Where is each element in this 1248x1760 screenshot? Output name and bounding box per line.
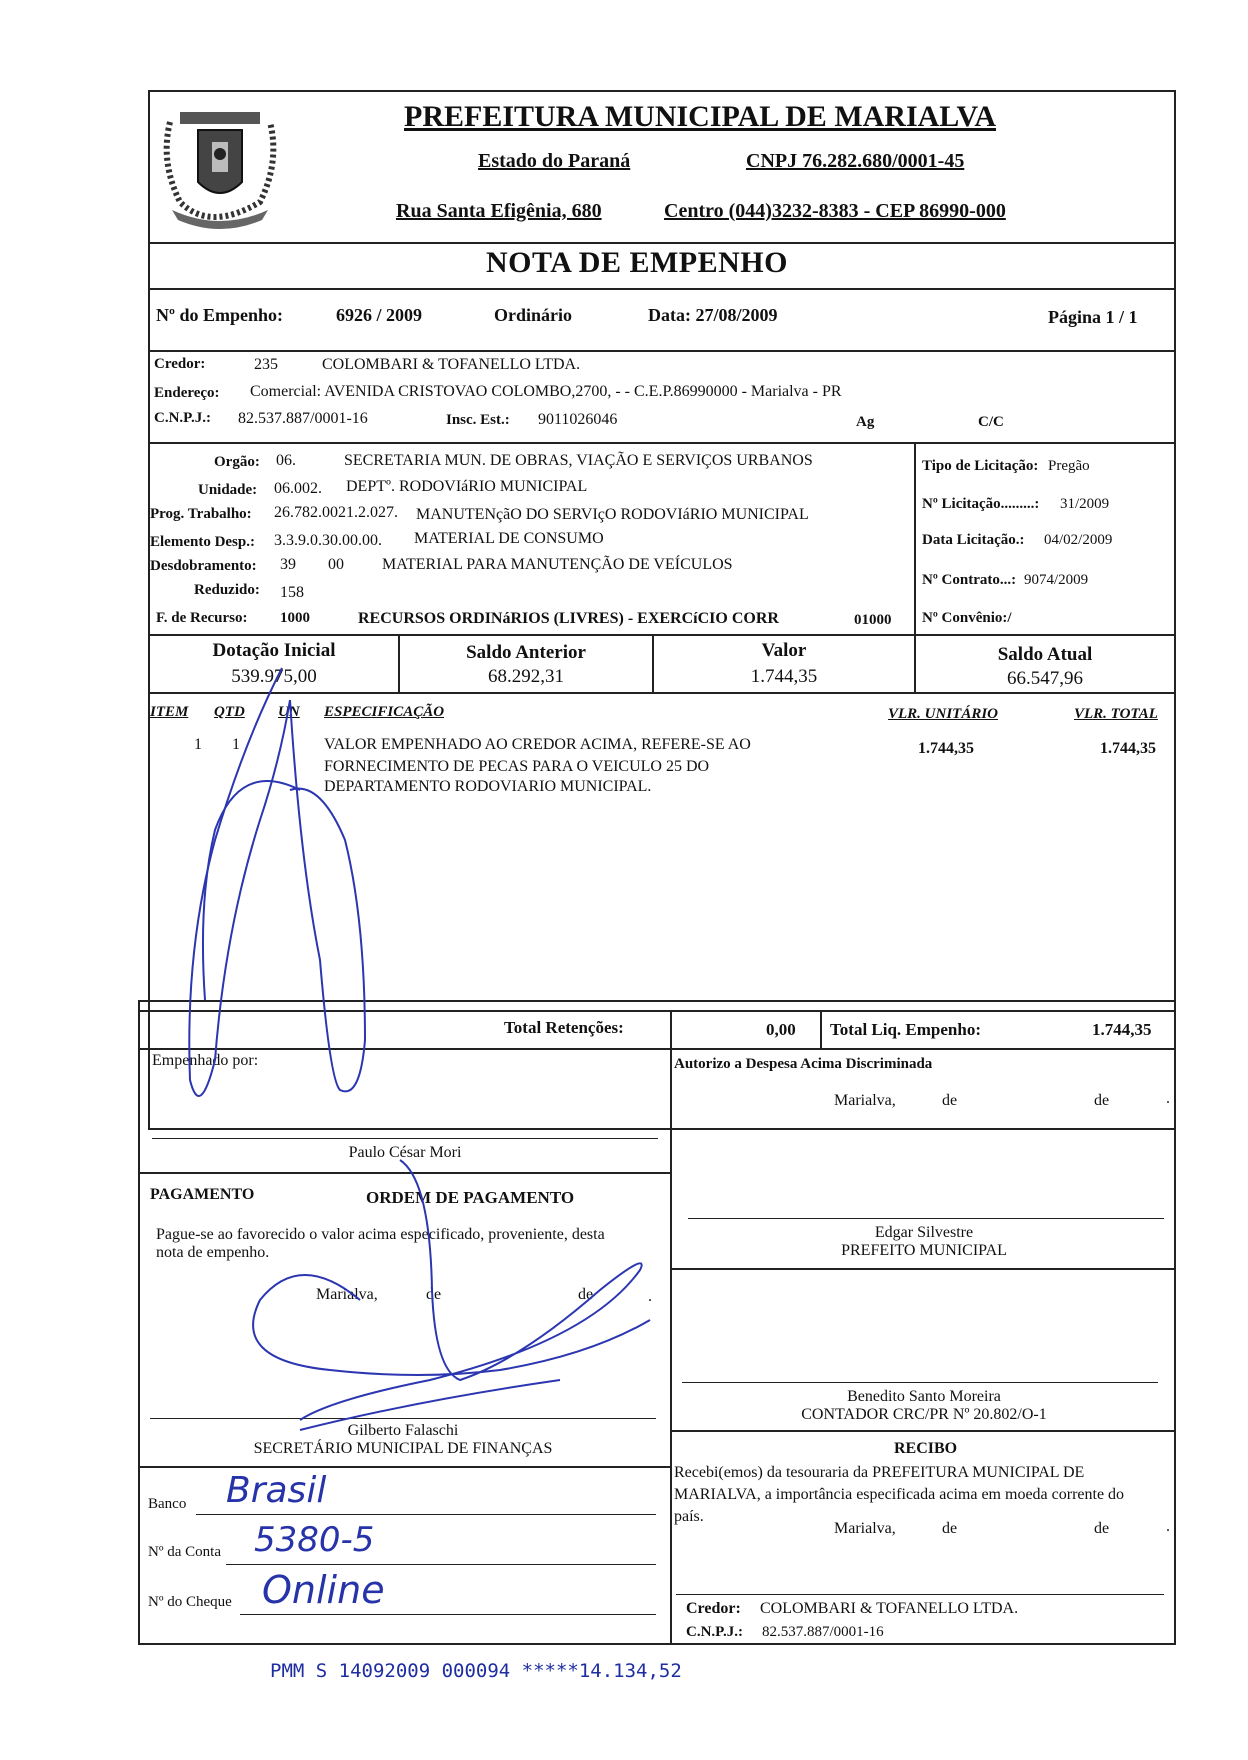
prog-label: Prog. Trabalho:: [150, 506, 252, 522]
credor-address: Comercial: AVENIDA CRISTOVAO COLOMBO,2700, - - C.E.P.86990000 - Marialva - PR: [250, 383, 842, 400]
num-licitacao-value: 31/2009: [1060, 496, 1110, 512]
pagamento-de-1: de: [426, 1286, 442, 1303]
desdobramento-label: Desdobramento:: [150, 558, 257, 574]
state-name: Estado do Paraná: [478, 150, 631, 172]
dotacao-label: Dotação Inicial: [212, 640, 336, 661]
item-qtd: 1: [232, 736, 240, 753]
num-licitacao-label: Nº Licitação.........:: [922, 496, 1040, 512]
credor-code: 235: [254, 356, 278, 373]
pagamento-text-1: Pague-se ao favorecido o valor acima especificado, proveniente, desta: [156, 1226, 605, 1243]
convenio-label: Nº Convênio:/: [922, 610, 1012, 626]
institution-title: PREFEITURA MUNICIPAL DE MARIALVA: [404, 100, 997, 133]
desdobramento-sub: 00: [328, 556, 344, 573]
recibo-credor-label: Credor:: [686, 1600, 741, 1617]
empenho-date: Data: 27/08/2009: [648, 305, 778, 325]
endereco-label: Endereço:: [154, 385, 220, 401]
empenho-type: Ordinário: [494, 305, 573, 325]
pagamento-de-2: de: [578, 1286, 594, 1303]
autorizo-label: Autorizo a Despesa Acima Discriminada: [674, 1056, 933, 1072]
recibo-de-1: de: [942, 1520, 958, 1537]
col-item: ITEM: [150, 704, 189, 720]
recurso-number: 01000: [854, 612, 892, 628]
total-retencoes-value: 0,00: [766, 1020, 796, 1039]
data-licitacao-label: Data Licitação.:: [922, 532, 1025, 548]
credor-cnpj: 82.537.887/0001-16: [238, 410, 368, 427]
conta-handwritten: 5380-5: [254, 1520, 375, 1560]
prefeito-name: Edgar Silvestre: [874, 1224, 974, 1241]
elemento-code: 3.3.9.0.30.00.00.: [274, 532, 382, 549]
desdobramento-code: 39: [280, 556, 296, 573]
total-liquido-label: Total Liq. Empenho:: [830, 1020, 981, 1039]
contact-header: Centro (044)3232-8383 - CEP 86990-000: [664, 200, 1006, 222]
orgao-code: 06.: [276, 452, 296, 469]
contador-name: Benedito Santo Moreira: [847, 1388, 1001, 1405]
item-unit-value: 1.744,35: [918, 740, 974, 757]
recibo-de-2: de: [1094, 1520, 1110, 1537]
empenhado-por-label: Empenhado por:: [152, 1052, 259, 1069]
valor-label: Valor: [761, 640, 807, 661]
prefeito-role: PREFEITO MUNICIPAL: [841, 1242, 1007, 1259]
document-title: NOTA DE EMPENHO: [486, 246, 788, 279]
orgao-label: Orgão:: [214, 454, 260, 470]
credor-name: COLOMBARI & TOFANELLO LTDA.: [322, 356, 581, 373]
page-number: Página 1 / 1: [1048, 307, 1138, 327]
recurso-code: 1000: [280, 610, 310, 626]
cheque-handwritten: Online: [262, 1568, 385, 1612]
recibo-text-3: país.: [674, 1508, 704, 1525]
valor-value: 1.744,35: [750, 666, 818, 687]
recibo-place: Marialva,: [834, 1520, 896, 1537]
autorizo-de-2: de: [1094, 1092, 1110, 1109]
prog-name: MANUTENçãO DO SERVIçO RODOVIáRIO MUNICIPAL: [416, 506, 809, 523]
contrato-value: 9074/2009: [1024, 572, 1089, 588]
desdobramento-name: MATERIAL PARA MANUTENÇÃO DE VEÍCULOS: [382, 556, 733, 573]
col-vlr-unitario: VLR. UNITÁRIO: [888, 706, 999, 722]
saldo-anterior-value: 68.292,31: [488, 666, 564, 687]
secretario-name: Gilberto Falaschi: [347, 1422, 459, 1439]
pagamento-dot: .: [648, 1288, 652, 1305]
item-desc-line1: VALOR EMPENHADO AO CREDOR ACIMA, REFERE-SE AO: [324, 736, 751, 753]
banco-handwritten: Brasil: [226, 1470, 327, 1511]
empenhado-por-name: Paulo César Mori: [348, 1144, 462, 1161]
total-liquido-value: 1.744,35: [1092, 1020, 1152, 1039]
payment-stamp: PMM S 14092009 000094 *****14.134,52: [270, 1660, 682, 1682]
empenho-number-label: Nº do Empenho:: [156, 305, 283, 325]
elemento-name: MATERIAL DE CONSUMO: [414, 530, 604, 547]
pagamento-text-2: nota de empenho.: [156, 1244, 270, 1261]
unidade-name: DEPTº. RODOVIáRIO MUNICIPAL: [346, 478, 588, 495]
recibo-dot: .: [1166, 1518, 1170, 1535]
contador-role: CONTADOR CRC/PR Nº 20.802/O-1: [801, 1406, 1047, 1423]
unidade-code: 06.002.: [274, 480, 322, 497]
col-un: UN: [278, 704, 300, 720]
cnpj-header: CNPJ 76.282.680/0001-45: [746, 150, 965, 172]
empenho-number: 6926 / 2009: [336, 305, 423, 325]
saldo-anterior-label: Saldo Anterior: [466, 642, 586, 663]
credor-label: Credor:: [154, 356, 206, 372]
recurso-label: F. de Recurso:: [156, 610, 248, 626]
orgao-name: SECRETARIA MUN. DE OBRAS, VIAÇÃO E SERVIÇOS URBANOS: [344, 452, 813, 469]
item-desc-line2: FORNECIMENTO DE PECAS PARA O VEICULO 25 DO: [324, 758, 710, 775]
prog-code: 26.782.0021.2.027.: [274, 504, 398, 521]
tipo-licitacao-value: Pregão: [1048, 458, 1090, 474]
recurso-name: RECURSOS ORDINáRIOS (LIVRES) - EXERCíCIO CORR: [358, 610, 779, 627]
reduzido-label: Reduzido:: [194, 582, 260, 598]
col-qtd: QTD: [214, 704, 245, 720]
recibo-cnpj-value: 82.537.887/0001-16: [762, 1624, 884, 1640]
autorizo-de-1: de: [942, 1092, 958, 1109]
col-especificacao: ESPECIFICAÇÃO: [324, 704, 445, 720]
recibo-cnpj-label: C.N.P.J.:: [686, 1624, 743, 1640]
total-retencoes-label: Total Retenções:: [504, 1018, 624, 1037]
item-desc-line3: DEPARTAMENTO RODOVIARIO MUNICIPAL.: [324, 778, 652, 795]
tipo-licitacao-label: Tipo de Licitação:: [922, 458, 1039, 474]
pagamento-label: PAGAMENTO: [150, 1186, 255, 1203]
saldo-atual-label: Saldo Atual: [997, 644, 1093, 665]
banco-label: Banco: [148, 1496, 187, 1512]
item-number: 1: [194, 736, 202, 753]
cc-label: C/C: [978, 414, 1004, 430]
conta-label: Nº da Conta: [148, 1544, 221, 1560]
col-vlr-total: VLR. TOTAL: [1074, 706, 1158, 722]
item-total-value: 1.744,35: [1100, 740, 1156, 757]
contrato-label: Nº Contrato...:: [922, 572, 1017, 588]
recibo-text-1: Recebi(emos) da tesouraria da PREFEITURA MUNICIPAL DE: [674, 1464, 1085, 1481]
dotacao-value: 539.975,00: [231, 666, 317, 687]
secretario-role: SECRETÁRIO MUNICIPAL DE FINANÇAS: [253, 1440, 553, 1457]
data-licitacao-value: 04/02/2009: [1044, 532, 1113, 548]
autorizo-place: Marialva,: [834, 1092, 896, 1109]
address-header: Rua Santa Efigênia, 680: [396, 200, 602, 222]
recibo-text-2: MARIALVA, a importância especificada acima em moeda corrente do: [674, 1486, 1125, 1503]
insc-value: 9011026046: [538, 411, 618, 428]
cnpj-label: C.N.P.J.:: [154, 410, 211, 426]
recibo-credor-name: COLOMBARI & TOFANELLO LTDA.: [760, 1600, 1019, 1617]
ordem-pagamento-label: ORDEM DE PAGAMENTO: [366, 1188, 575, 1207]
ag-label: Ag: [856, 414, 875, 430]
elemento-label: Elemento Desp.:: [150, 534, 255, 550]
recibo-title: RECIBO: [894, 1440, 958, 1457]
saldo-atual-value: 66.547,96: [1007, 668, 1083, 689]
reduzido-value: 158: [280, 584, 304, 601]
autorizo-dot: .: [1166, 1090, 1170, 1107]
insc-label: Insc. Est.:: [446, 412, 510, 428]
cheque-label: Nº do Cheque: [148, 1594, 232, 1610]
pagamento-place: Marialva,: [316, 1286, 378, 1303]
unidade-label: Unidade:: [198, 482, 258, 498]
coat-of-arms-icon: [150, 92, 290, 238]
